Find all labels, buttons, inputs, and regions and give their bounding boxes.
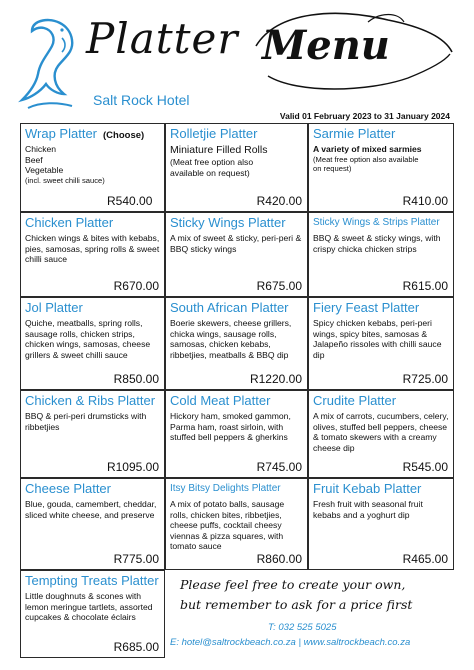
platter-description: Chicken Beef Vegetable (incl. sweet chilli sauce) — [25, 144, 105, 185]
platter-description: Miniature Filled Rolls (Meat free option also available on request) — [170, 144, 268, 178]
platter-title: Itsy Bitsy Delights Platter — [170, 483, 281, 494]
custom-order-message — [180, 575, 460, 615]
platter-title: Rolletjie Platter — [170, 126, 258, 141]
platter-title: Jol Platter — [25, 300, 83, 315]
platter-description: Chicken wings & bites with kebabs, pies, samosas, spring rolls & sweet chilli sauce — [25, 233, 160, 265]
platter-title: South African Platter — [170, 300, 289, 315]
platter-card-tempting-treats — [20, 570, 165, 658]
platter-description: A mix of sweet & sticky, peri-peri & BBQ sticky wings — [170, 233, 302, 254]
platter-card-rolletjie — [165, 123, 308, 212]
platter-card-sticky-wings-strips — [308, 212, 454, 297]
choose-label: (Choose) — [103, 130, 145, 141]
platter-description: Fresh fruit with seasonal fruit kebabs and a yoghurt dip — [313, 499, 423, 520]
platter-card-fiery-feast — [308, 297, 454, 390]
platter-price: R850.00 — [113, 372, 159, 386]
platter-price: R420.00 — [256, 194, 302, 208]
platter-card-cheese — [20, 478, 165, 570]
platter-description: A mix of carrots, cucumbers, celery, olives, stuffed bell peppers, cheese & tomato skewers with a creamy cheese dip — [313, 411, 449, 453]
platter-card-fruit-kebab — [308, 478, 454, 570]
dolphin-logo-icon — [18, 14, 80, 110]
platter-price: R675.00 — [256, 279, 302, 293]
platter-price: R670.00 — [113, 279, 159, 293]
platter-price: R860.00 — [256, 552, 302, 566]
platter-card-sarmie — [308, 123, 454, 212]
platter-title: Tempting Treats Platter — [25, 573, 159, 588]
platter-card-cold-meat — [165, 390, 308, 478]
platter-title: Cold Meat Platter — [170, 393, 271, 408]
platter-description: Blue, gouda, camembert, cheddar, sliced white cheese, and preserve — [25, 499, 157, 520]
platter-price: R685.00 — [113, 640, 159, 654]
platter-description: Boerie skewers, cheese grillers, chicka wings, sausage rolls, samosas, chicken kebabs, ribbetjies, meatballs & BBQ dip — [170, 318, 292, 360]
contact-email-website: E: hotel@saltrockbeach.co.za | www.saltrockbeach.co.za — [170, 637, 411, 648]
platter-price: R540.00 — [107, 194, 153, 208]
platter-card-crudite — [308, 390, 454, 478]
platter-price: R1095.00 — [106, 460, 159, 474]
platter-card-jol — [20, 297, 165, 390]
message-line-1: Please feel free to create your own, — [180, 577, 406, 592]
title-script: Platter — [86, 14, 239, 63]
platter-price: R775.00 — [113, 552, 159, 566]
platter-title: Fiery Feast Platter — [313, 300, 420, 315]
platter-card-south-african — [165, 297, 308, 390]
platter-price: R725.00 — [402, 372, 448, 386]
platter-title: Fruit Kebab Platter — [313, 481, 422, 496]
platter-card-wrap — [20, 123, 165, 212]
platter-title: Sticky Wings & Strips Platter — [313, 217, 440, 228]
platter-description: Little doughnuts & scones with lemon meringue tartlets, assorted cupcakes & chocolate éclairs — [25, 591, 153, 623]
platter-price: R545.00 — [402, 460, 448, 474]
message-line-2: but remember to ask for a price first — [180, 597, 413, 612]
platter-title: Cheese Platter — [25, 481, 111, 496]
platter-title: Chicken Platter — [25, 215, 114, 230]
platter-description: BBQ & peri-peri drumsticks with ribbetjies — [25, 411, 147, 432]
platter-card-sticky-wings — [165, 212, 308, 297]
platter-price: R1220.00 — [249, 372, 302, 386]
platter-card-chicken-ribs — [20, 390, 165, 478]
platter-title: Sarmie Platter — [313, 126, 396, 141]
platter-title: Sticky Wings Platter — [170, 215, 286, 230]
platter-card-chicken — [20, 212, 165, 297]
platter-description: A variety of mixed sarmies (Meat free option also available on request) — [313, 144, 422, 174]
platter-description: Quiche, meatballs, spring rolls, sausage rolls, chicken strips, chicken wings, samosas, cheese grillers & sweet chilli sauce — [25, 318, 151, 360]
platter-price: R410.00 — [402, 194, 448, 208]
validity-dates: Valid 01 February 2023 to 31 January 2024 — [279, 111, 450, 121]
platter-card-itsy-bitsy — [165, 478, 308, 570]
platter-description: Spicy chicken kebabs, peri-peri wings, spicy bites, samosas & Jalapeño rissoles with chilli sauce dip — [313, 318, 442, 360]
platter-price: R465.00 — [402, 552, 448, 566]
platter-description: BBQ & sweet & sticky wings, with crispy chicka chicken strips — [313, 233, 441, 254]
platter-title: Chicken & Ribs Platter — [25, 393, 156, 408]
title-menu: Menu — [262, 22, 390, 69]
menu-header — [0, 0, 474, 125]
platter-description: Hickory ham, smoked gammon, Parma ham, roast sirloin, with stuffed bell peppers & gherkins — [170, 411, 291, 443]
hotel-name: Salt Rock Hotel — [93, 92, 190, 108]
platter-description: A mix of potato balls, sausage rolls, chicken bites, ribbetjies, cheese puffs, cocktail cheesy viennas & pizza squares, with tomato sauce — [170, 499, 285, 552]
platter-title: Crudite Platter — [313, 393, 397, 408]
platter-price: R615.00 — [402, 279, 448, 293]
contact-phone: T: 032 525 5025 — [268, 622, 337, 633]
platter-title: Wrap Platter (Choose) — [25, 126, 145, 141]
platter-price: R745.00 — [256, 460, 302, 474]
